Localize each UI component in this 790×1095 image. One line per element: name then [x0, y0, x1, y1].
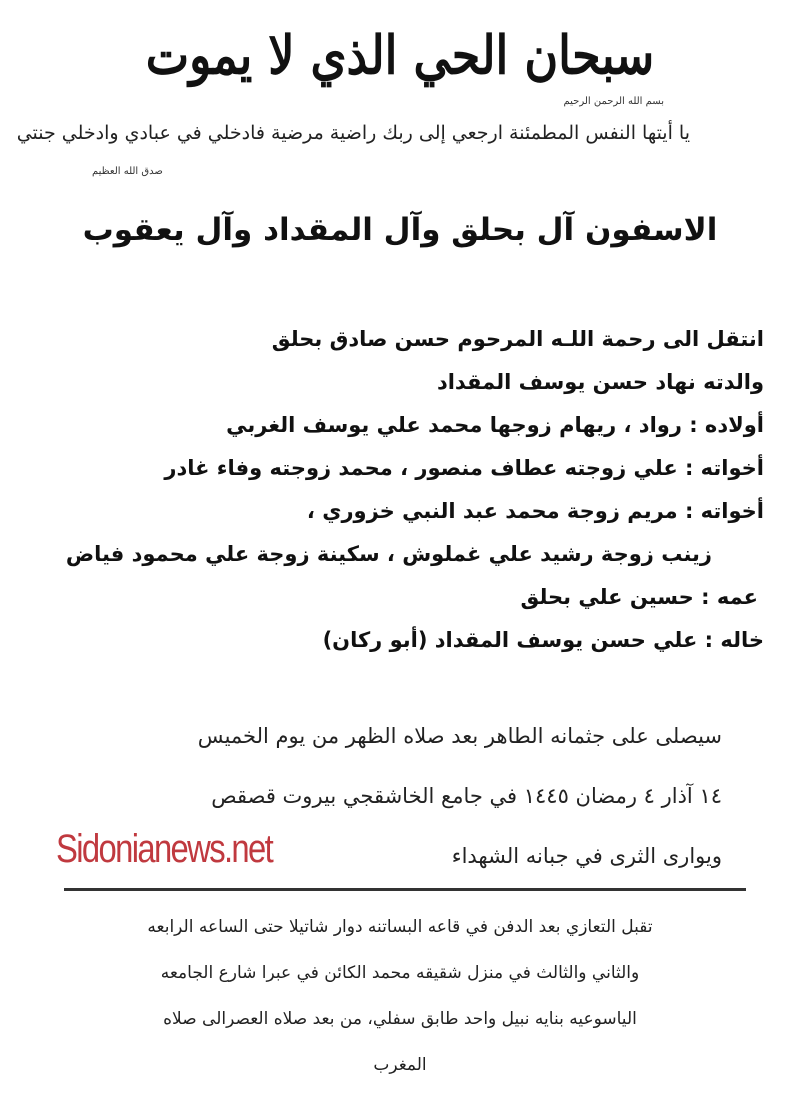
- detail-line-children: أولاده : رواد ، ريهام زوجها محمد علي يوسف الغربي: [226, 413, 764, 437]
- condolence-line: الياسوعيه بنايه نبيل واحد طابق سفلي، من بعد صلاه العصرالى صلاه: [163, 1009, 637, 1029]
- condolence-line: تقبل التعازي بعد الدفن في قاعه البساتنه دوار شاتيلا حتى الساعه الرابعه: [147, 917, 653, 937]
- deceased-details: [14, 318, 764, 662]
- detail-line-uncle-paternal: عمه : حسين علي بحلق: [520, 585, 758, 609]
- detail-line-brothers: أخواته : علي زوجته عطاف منصور ، محمد زوجته وفاء غادر: [164, 456, 764, 480]
- quran-verse: يا أيتها النفس المطمئنة ارجعي إلى ربك راضية مرضية فادخلي في عبادي وادخلي جنتي: [16, 122, 690, 144]
- divider: [64, 888, 746, 891]
- detail-line-mother: والدته نهاد حسن يوسف المقداد: [436, 370, 764, 394]
- funeral-line: ١٤ آذار ٤ رمضان ١٤٤٥ في جامع الخاشقجي بيروت قصقص: [211, 784, 722, 808]
- detail-line-uncle-maternal: خاله : علي حسن يوسف المقداد (أبو ركان): [322, 628, 764, 652]
- condolence-info: [70, 904, 730, 1088]
- watermark-logo: Sidonianews.net: [56, 827, 273, 871]
- basmala: بسم الله الرحمن الرحيم: [563, 96, 664, 107]
- detail-line-sisters: أخواته : مريم زوجة محمد عبد النبي خزوري ،: [306, 499, 764, 523]
- detail-line-deceased: انتقل الى رحمة اللـه المرحوم حسن صادق بحلق: [271, 327, 764, 351]
- detail-line-sisters-cont: زينب زوجة رشيد علي غملوش ، سكينة زوجة علي محمود فياض: [65, 542, 712, 566]
- calligraphy-title: سبحان الحي الذي لا يموت: [145, 23, 655, 87]
- funeral-line: سيصلى على جثمانه الطاهر بعد صلاه الظهر من يوم الخميس: [197, 724, 722, 748]
- mourning-families-heading: الاسفون آل بحلق وآل المقداد وآل يعقوب: [82, 212, 718, 248]
- condolence-line: المغرب: [373, 1055, 427, 1075]
- condolence-line: والثاني والثالث في منزل شقيقه محمد الكائن في عبرا شارع الجامعه: [160, 963, 640, 983]
- sadaqa-note: صدق الله العظيم: [92, 166, 163, 177]
- funeral-line: ويوارى الثرى في جبانه الشهداء: [451, 844, 722, 868]
